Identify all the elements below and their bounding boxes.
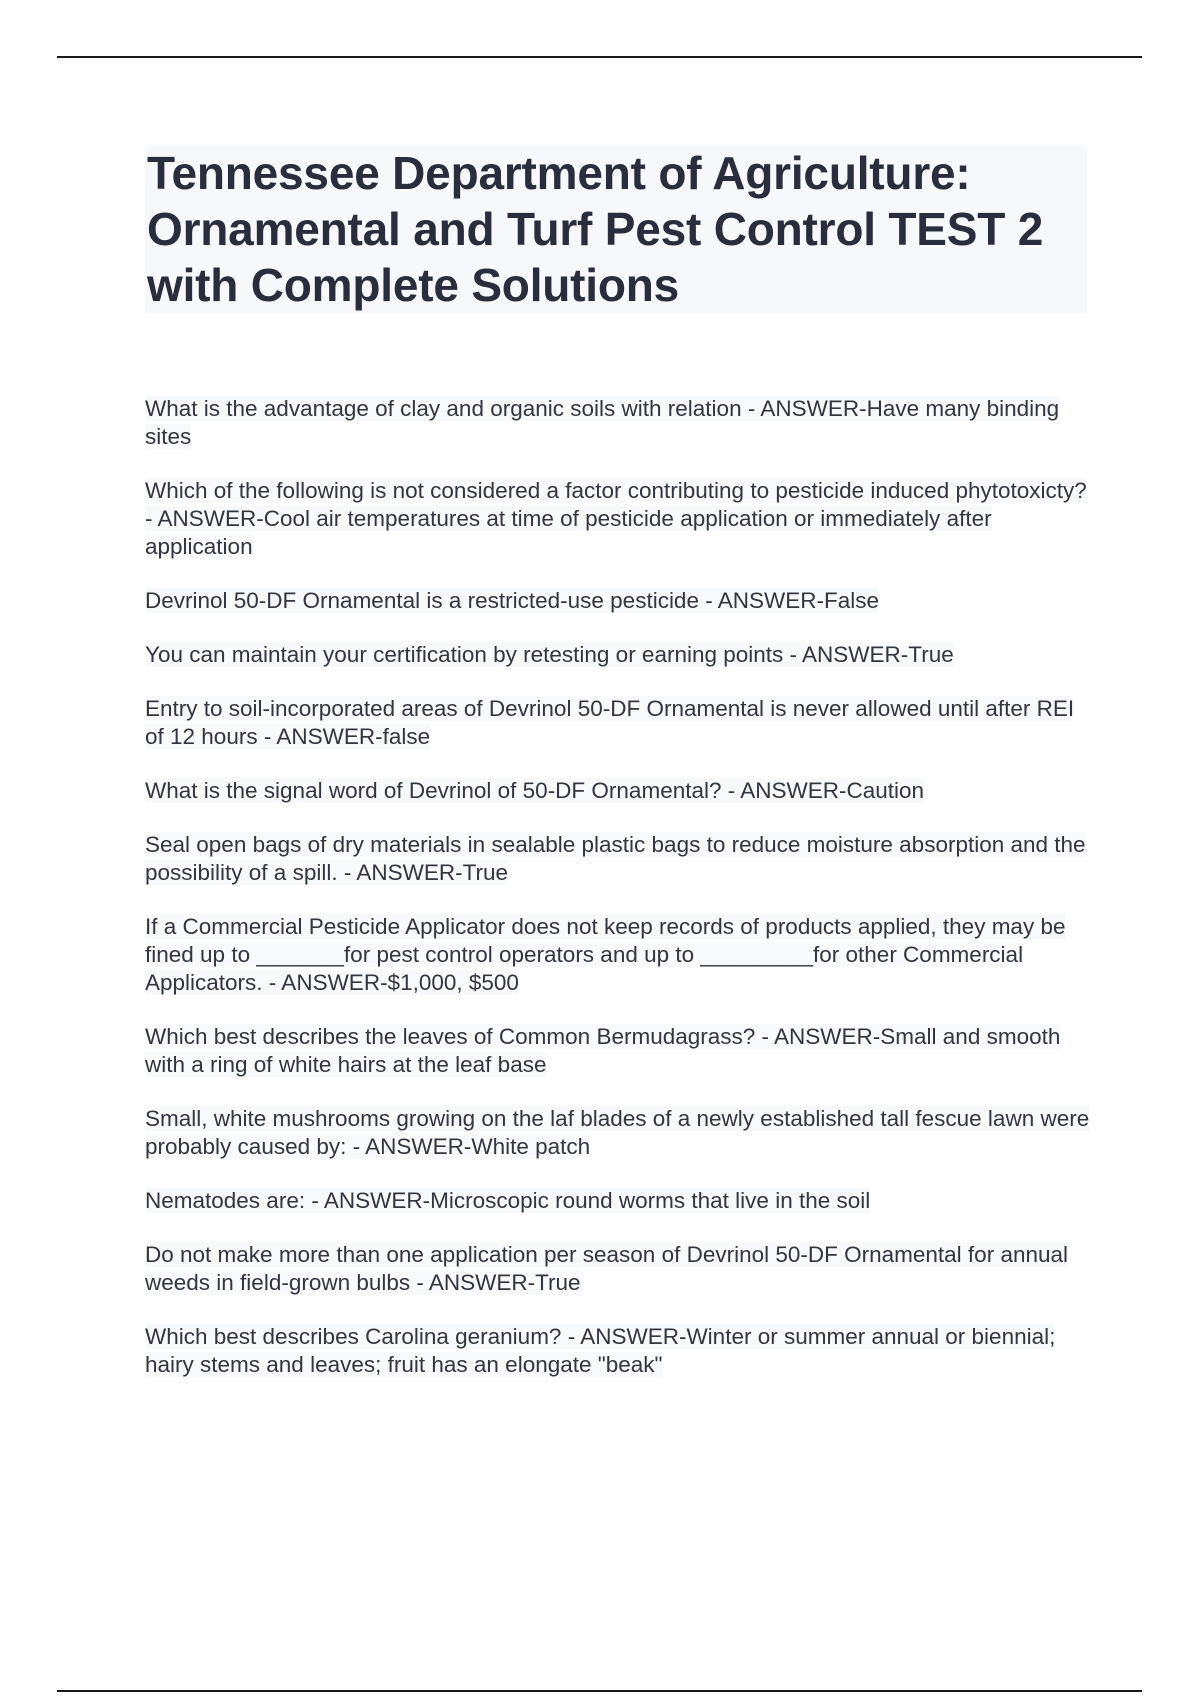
qa-text: If a Commercial Pesticide Applicator does not keep records of products applied, they may be fined up to _______for pest control operators and up to _________for other Commercial Applicators. - ANSWER-$1,000, $500: [145, 914, 1066, 995]
qa-item: [145, 587, 1090, 615]
qa-text: You can maintain your certification by retesting or earning points - ANSWER-True: [145, 642, 954, 667]
qa-text: Seal open bags of dry materials in sealable plastic bags to reduce moisture absorption and the possibility of a spill. - ANSWER-True: [145, 832, 1086, 885]
top-rule: [57, 56, 1142, 58]
qa-item: [145, 913, 1090, 997]
bottom-rule: [57, 1690, 1142, 1692]
qa-text: Which best describes Carolina geranium? - ANSWER-Winter or summer annual or biennial; hairy stems and leaves; fruit has an elongate "beak": [145, 1324, 1056, 1377]
qa-list: [145, 395, 1090, 1405]
qa-text: Small, white mushrooms growing on the laf blades of a newly established tall fescue lawn were probably caused by: - ANSWER-White patch: [145, 1106, 1090, 1159]
qa-item: [145, 1023, 1090, 1079]
title-block: [145, 145, 1087, 313]
qa-text: Nematodes are: - ANSWER-Microscopic round worms that live in the soil: [145, 1188, 871, 1213]
qa-item: [145, 1241, 1090, 1297]
qa-item: [145, 695, 1090, 751]
qa-item: [145, 831, 1090, 887]
qa-text: Entry to soil-incorporated areas of Devrinol 50-DF Ornamental is never allowed until after REI of 12 hours - ANSWER-false: [145, 696, 1075, 749]
qa-item: [145, 641, 1090, 669]
qa-item: [145, 477, 1090, 561]
qa-item: [145, 1105, 1090, 1161]
qa-item: [145, 1187, 1090, 1215]
qa-item: [145, 395, 1090, 451]
qa-text: What is the signal word of Devrinol of 50-DF Ornamental? - ANSWER-Caution: [145, 778, 925, 803]
qa-text: Which of the following is not considered a factor contributing to pesticide induced phytotoxicty? - ANSWER-Cool air temperatures at time of pesticide application or immediately after application: [145, 478, 1087, 559]
qa-text: Do not make more than one application per season of Devrinol 50-DF Ornamental for annual weeds in field-grown bulbs - ANSWER-True: [145, 1242, 1069, 1295]
qa-text: Which best describes the leaves of Common Bermudagrass? - ANSWER-Small and smooth with a ring of white hairs at the leaf base: [145, 1024, 1061, 1077]
qa-item: [145, 777, 1090, 805]
qa-item: [145, 1323, 1090, 1379]
document-title: Tennessee Department of Agriculture: Ornamental and Turf Pest Control TEST 2 with Complete Solutions: [147, 147, 1044, 311]
qa-text: Devrinol 50-DF Ornamental is a restricted-use pesticide - ANSWER-False: [145, 588, 879, 613]
qa-text: What is the advantage of clay and organic soils with relation - ANSWER-Have many binding sites: [145, 396, 1060, 449]
